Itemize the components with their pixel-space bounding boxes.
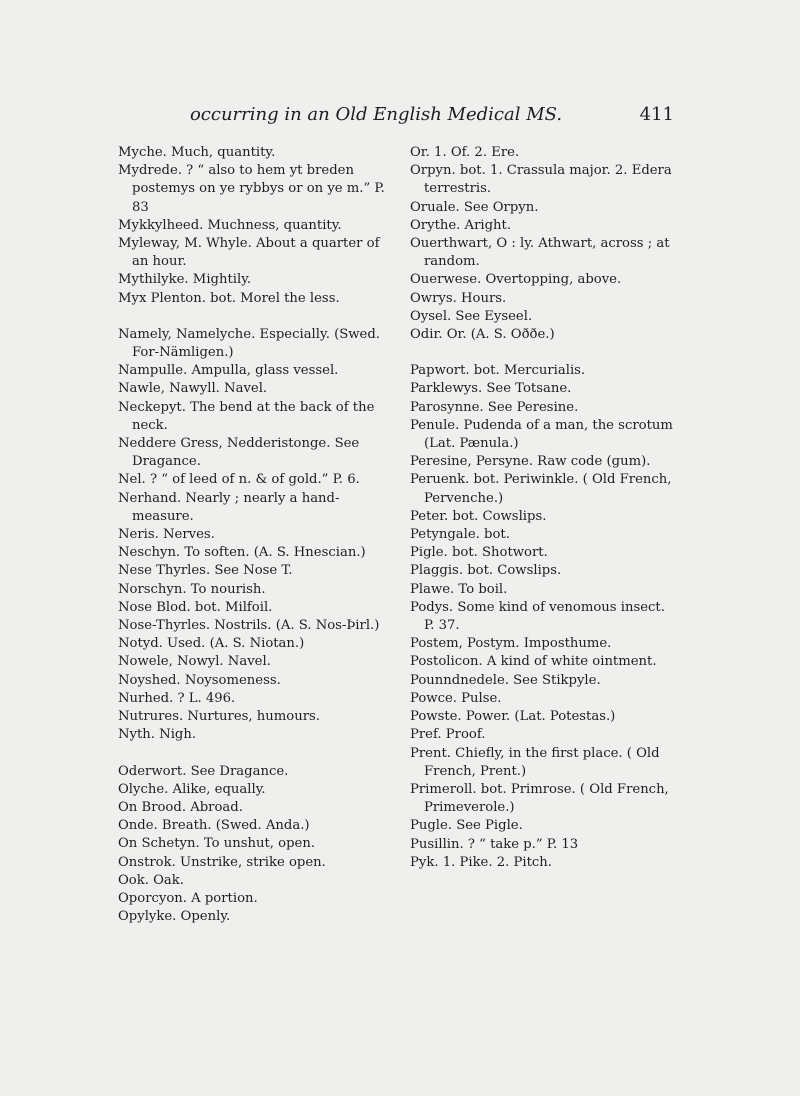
glossary-entry: On Schetyn. To unshut, open.: [118, 836, 316, 852]
glossary-entry: Nerhand. Nearly ; nearly a hand-measure.: [118, 490, 340, 524]
glossary-entry: Orpyn. bot. 1. Crassula major. 2. Edera terrestris.: [410, 163, 672, 197]
glossary-entry: Nose Blod. bot. Milfoil.: [118, 599, 273, 615]
glossary-entry: Or. 1. Of. 2. Ere.: [410, 145, 520, 160]
glossary-entry: Pugle. See Pigle.: [410, 818, 523, 834]
glossary-entry: Nese Thyrles. See Nose T.: [118, 563, 293, 579]
glossary-entry: Onstrok. Unstrike, strike open.: [118, 854, 326, 870]
glossary-entry: Mythilyke. Mightily.: [118, 272, 252, 288]
running-head: occurring in an Old English Medical MS.: [189, 104, 563, 125]
section-gap: [410, 344, 674, 362]
glossary-entry: Parklewys. See Totsane.: [410, 381, 572, 397]
page-number: 411: [639, 104, 674, 125]
glossary-entry: Mykkylheed. Muchness, quantity.: [118, 217, 342, 233]
section-gap: [118, 308, 396, 326]
glossary-entry: Nurhed. ? L. 496.: [118, 690, 236, 706]
glossary-entry: Oysel. See Eyseel.: [410, 308, 533, 324]
section-gap: [118, 745, 396, 763]
glossary-entry: Olyche. Alike, equally.: [118, 781, 266, 797]
glossary-entry: Penule. Pudenda of a man, the scrotum (Lat. Pænula.): [410, 417, 673, 452]
glossary-entry: Oporcyon. A portion.: [118, 890, 258, 906]
glossary-entry: Peresine, Persyne. Raw code (gum).: [410, 454, 651, 470]
glossary-entry: Odir. Or. (A. S. Oððe.): [410, 327, 555, 343]
glossary-entry: Peter. bot. Cowslips.: [410, 508, 547, 524]
glossary-entry: Mydrede. ? “ also to hem yt breden postemys on ye rybbys or on ye m.” P. 83: [118, 163, 385, 215]
glossary-entry: Ouerwese. Overtopping, above.: [410, 272, 622, 288]
glossary-entry: Oruale. See Orpyn.: [410, 199, 539, 215]
glossary-entry: Postolicon. A kind of white ointment.: [410, 654, 657, 670]
glossary-entry: Myleway, M. Whyle. About a quarter of an hour.: [118, 236, 380, 270]
glossary-entry: Neris. Nerves.: [118, 527, 215, 543]
glossary-entry: Nowele, Nowyl. Navel.: [118, 654, 271, 670]
glossary-entry: Opylyke. Openly.: [118, 909, 231, 925]
glossary-entry: Onde. Breath. (Swed. Anda.): [118, 818, 310, 834]
glossary-entry: Plawe. To boil.: [410, 581, 508, 597]
glossary-entry: Neddere Gress, Nedderistonge. See Dragance.: [118, 436, 360, 470]
glossary-entry: Nyth. Nigh.: [118, 727, 197, 743]
glossary-entry: Neschyn. To soften. (A. S. Hnescian.): [118, 545, 366, 561]
glossary-entry: Norschyn. To nourish.: [118, 581, 266, 597]
left-column: [118, 144, 396, 926]
glossary-entry: Peruenk. bot. Periwinkle. ( Old French, Pervenche.): [410, 472, 672, 506]
glossary-entry: Noyshed. Noysomeness.: [118, 672, 281, 688]
glossary-entry: Pounndnedele. See Stikpyle.: [410, 672, 601, 688]
glossary-entry: Petyngale. bot.: [410, 527, 510, 543]
glossary-entry: Pyk. 1. Pike. 2. Pitch.: [410, 854, 552, 870]
glossary-entry: Oderwort. See Dragance.: [118, 763, 289, 779]
glossary-entry: Ook. Oak.: [118, 872, 184, 888]
glossary-entry: Powce. Pulse.: [410, 690, 502, 706]
glossary-entry: Pusillin. ? “ take p.” P. 13: [410, 836, 579, 852]
glossary-entry: Myx Plenton. bot. Morel the less.: [118, 290, 340, 306]
right-column: [410, 144, 674, 872]
glossary-entry: Nampulle. Ampulla, glass vessel.: [118, 363, 339, 379]
glossary-entry: On Brood. Abroad.: [118, 799, 243, 815]
glossary-entry: Powste. Power. (Lat. Potestas.): [410, 709, 616, 725]
glossary-entry: Notyd. Used. (A. S. Niotan.): [118, 636, 305, 652]
glossary-entry: Nel. ? “ of leed of n. & of gold.” P. 6.: [118, 472, 360, 488]
glossary-entry: Parosynne. See Peresine.: [410, 399, 579, 415]
glossary-entry: Namely, Namelyche. Especially. (Swed. For-Nämligen.): [118, 326, 380, 361]
glossary-entry: Prent. Chiefly, in the first place. ( Old French, Prent.): [410, 745, 660, 779]
glossary-entry: Postem, Postym. Imposthume.: [410, 636, 612, 652]
glossary-entry: Nutrures. Nurtures, humours.: [118, 709, 320, 725]
glossary-entry: Nawle, Nawyll. Navel.: [118, 381, 268, 397]
glossary-entry: Ouerthwart, O : ly. Athwart, across ; at random.: [410, 236, 670, 270]
glossary-entry: Neckepyt. The bend at the back of the neck.: [118, 399, 375, 433]
glossary-entry: Papwort. bot. Mercurialis.: [410, 363, 586, 379]
glossary-entry: Myche. Much, quantity.: [118, 145, 276, 160]
glossary-entry: Primeroll. bot. Primrose. ( Old French, Primeverole.): [410, 781, 669, 816]
glossary-entry: Pigle. bot. Shotwort.: [410, 545, 548, 561]
page-header: [118, 104, 674, 128]
glossary-entry: Nose-Thyrles. Nostrils. (A. S. Nos-Þirl.): [118, 618, 380, 634]
glossary-entry: Podys. Some kind of venomous insect. P. 37.: [410, 599, 665, 634]
glossary-entry: Pref. Proof.: [410, 727, 486, 743]
glossary-entry: Owrys. Hours.: [410, 290, 507, 306]
glossary-entry: Plaggis. bot. Cowslips.: [410, 563, 562, 579]
glossary-entry: Orythe. Aright.: [410, 217, 512, 233]
